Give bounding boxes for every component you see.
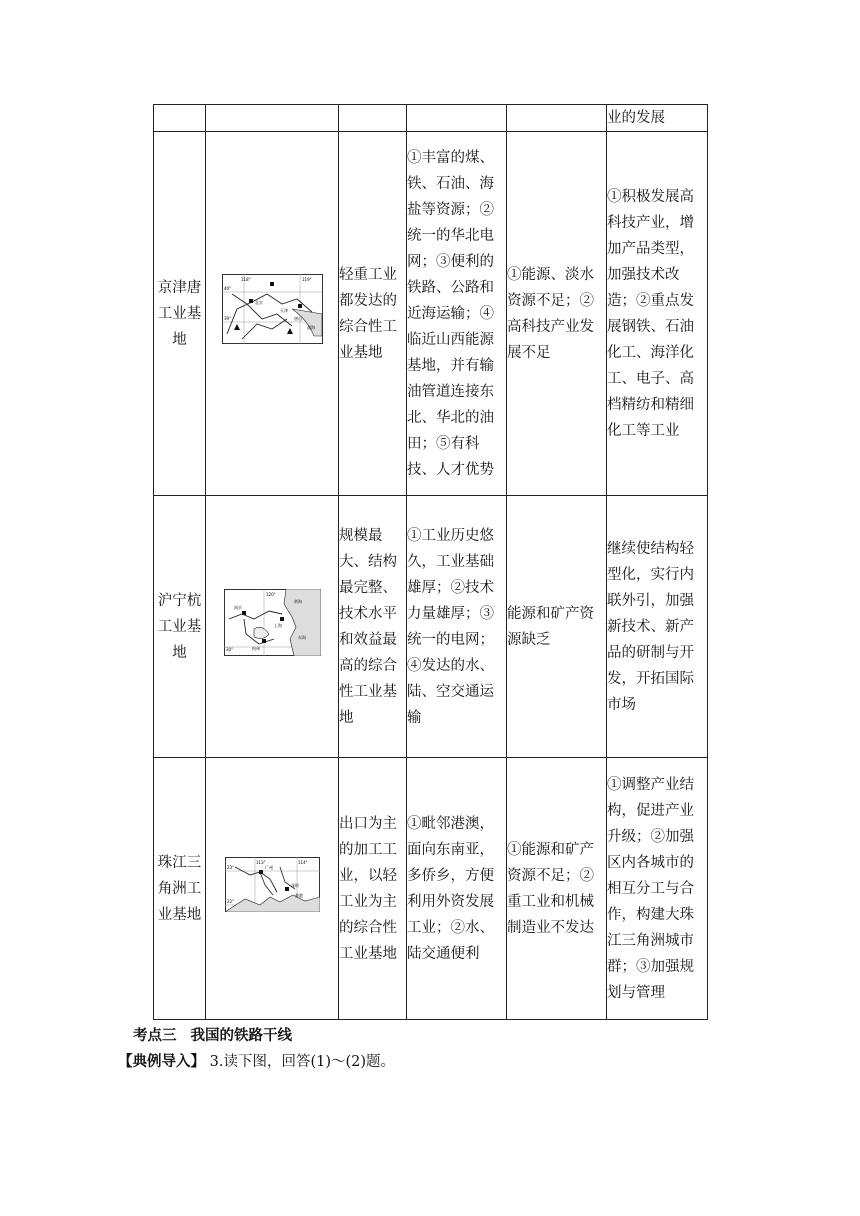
region-cell: 京津唐工业基地	[154, 132, 206, 496]
jingjintang-map	[222, 274, 323, 353]
map-label: 唐山	[293, 316, 302, 321]
problems-cell: ①能源、淡水资源不足；②高科技产业发展不足	[507, 132, 607, 496]
table-row-continuation	[154, 105, 708, 132]
measures-cell: ①积极发展高科技产业，增加产品类型，加强技术改造；②重点发展钢铁、石油化工、海洋化工、电子、高档精纺和精细化工等工业	[607, 132, 708, 496]
conditions-cell: ①毗邻港澳，面向东南亚，多侨乡，方便利用外资发展工业；②水、陆交通便利	[407, 758, 507, 1020]
map-label: 22°	[226, 898, 234, 904]
map-label: 120°	[265, 591, 276, 597]
map-label: 黄海	[293, 598, 302, 604]
map-label: 渤海	[306, 325, 315, 330]
huninghang-map	[224, 589, 321, 665]
type-cell: 出口为主的加工工业，以轻工业为主的综合性工业基地	[339, 758, 407, 1020]
question-intro	[118, 1050, 395, 1071]
conditions-cell: ①丰富的煤、铁、石油、海盐等资源；②统一的华北电网；③便利的铁路、公路和近海运输；④临近山西能源基地，并有输油管道连接东北、华北的油田；⑤有科技、人才优势	[407, 132, 507, 496]
map-label: 深圳	[290, 882, 299, 888]
map-label: 30°	[225, 646, 233, 652]
table-row	[154, 758, 708, 1020]
measures-cell: 业的发展	[607, 105, 708, 132]
measures-cell: 继续使结构轻型化，实行内联外引，加强新技术、新产品的研制与开发，开拓国际市场	[607, 496, 708, 758]
section-heading	[133, 1024, 306, 1045]
map-label: 南京	[233, 604, 242, 610]
map-label: 杭州	[251, 645, 260, 651]
map-label: 北京	[254, 300, 263, 305]
map-label: 上海	[273, 622, 282, 628]
map-label: 香港	[294, 892, 303, 898]
table-row	[154, 132, 708, 496]
type-cell: 轻重工业都发达的综合性工业基地	[339, 132, 407, 496]
map-cell	[206, 496, 339, 758]
map-label: 113°	[255, 859, 266, 865]
map-cell	[206, 132, 339, 496]
section-title: 我国的铁路干线	[190, 1028, 292, 1044]
map-label: 118°	[240, 277, 251, 282]
map-label: 40°	[223, 286, 231, 291]
conditions-cell: ①工业历史悠久，工业基础雄厚；②技术力量雄厚；③统一的电网；④发达的水、陆、空交通运输	[407, 496, 507, 758]
region-cell: 珠江三角洲工业基地	[154, 758, 206, 1020]
map-label: 39°	[223, 316, 231, 321]
table-row	[154, 496, 708, 758]
type-cell: 规模最大、结构最完整、技术水平和效益最高的综合性工业基地	[339, 496, 407, 758]
section-number: 考点三	[133, 1028, 177, 1044]
problems-cell: ①能源和矿产资源不足；②重工业和机械制造业不发达	[507, 758, 607, 1020]
intro-tag: 【典例导入】	[118, 1054, 205, 1070]
measures-cell: ①调整产业结构，促进产业升级；②加强区内各城市的相互分工与合作，构建大珠江三角洲城市群；③加强规划与管理	[607, 758, 708, 1020]
map-cell	[206, 758, 339, 1020]
problems-cell: 能源和矿产资源缺乏	[507, 496, 607, 758]
map-label: 广州	[264, 864, 273, 870]
region-cell: 沪宁杭工业基地	[154, 496, 206, 758]
map-label: 东海	[297, 634, 306, 640]
pearl-river-delta-map	[225, 857, 320, 921]
industrial-bases-table	[153, 104, 708, 1020]
map-label: 23°	[226, 864, 234, 870]
map-label: 114°	[297, 859, 308, 865]
map-label: 119°	[301, 277, 312, 282]
intro-text: 3.读下图，回答(1)～(2)题。	[209, 1054, 396, 1070]
map-label: 天津	[279, 308, 288, 313]
